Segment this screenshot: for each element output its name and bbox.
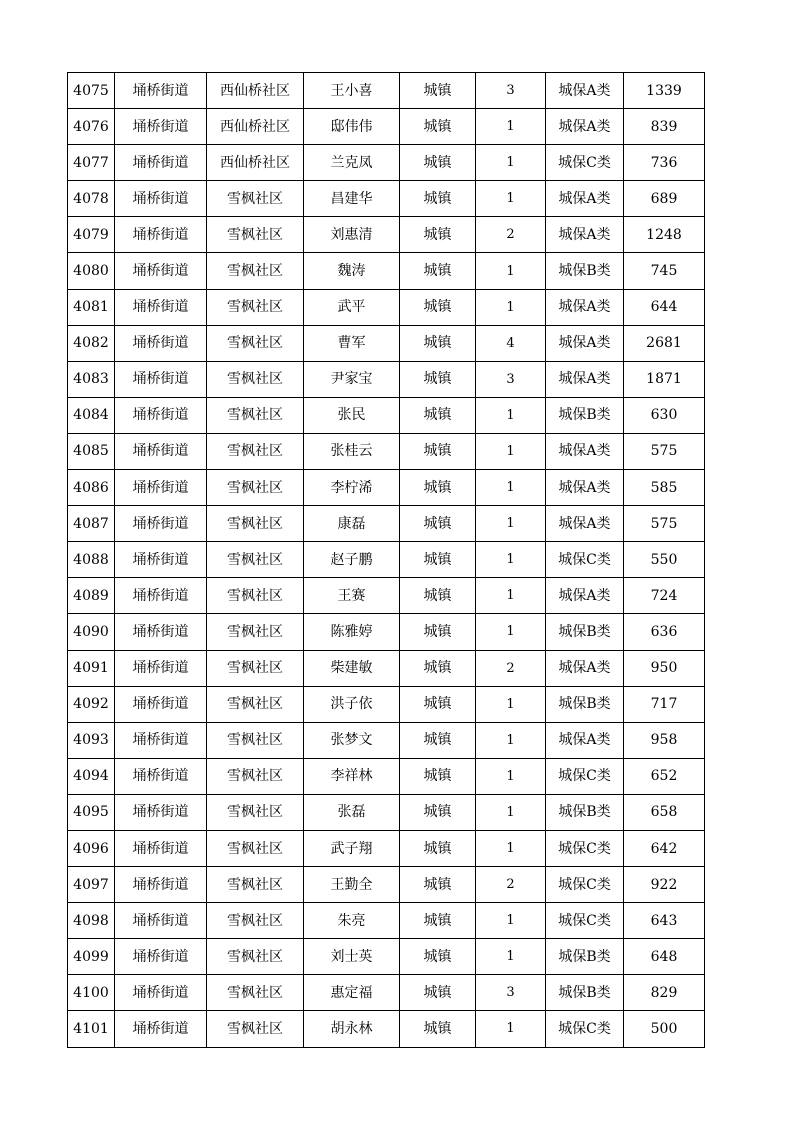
street-cell: 埇桥街道	[115, 181, 207, 217]
category-cell: 城保B类	[546, 397, 624, 433]
amount-cell: 717	[624, 686, 705, 722]
category-cell: 城保C类	[546, 867, 624, 903]
community-cell: 雪枫社区	[207, 578, 304, 614]
name-cell: 武平	[304, 289, 400, 325]
community-cell: 雪枫社区	[207, 794, 304, 830]
serial-number-cell: 4075	[68, 73, 115, 109]
table-row	[68, 830, 705, 866]
category-cell: 城保A类	[546, 289, 624, 325]
category-cell: 城保A类	[546, 361, 624, 397]
serial-number-cell: 4083	[68, 361, 115, 397]
amount-cell: 2681	[624, 325, 705, 361]
name-cell: 张桂云	[304, 433, 400, 469]
household-type-cell: 城镇	[400, 506, 476, 542]
street-cell: 埇桥街道	[115, 397, 207, 433]
serial-number-cell: 4084	[68, 397, 115, 433]
table-row	[68, 217, 705, 253]
member-count-cell: 1	[476, 181, 546, 217]
serial-number-cell: 4099	[68, 939, 115, 975]
community-cell: 雪枫社区	[207, 975, 304, 1011]
name-cell: 柴建敏	[304, 650, 400, 686]
household-type-cell: 城镇	[400, 181, 476, 217]
amount-cell: 958	[624, 722, 705, 758]
name-cell: 王小喜	[304, 73, 400, 109]
member-count-cell: 2	[476, 650, 546, 686]
street-cell: 埇桥街道	[115, 830, 207, 866]
category-cell: 城保A类	[546, 109, 624, 145]
records-body	[68, 73, 705, 1048]
member-count-cell: 1	[476, 903, 546, 939]
community-cell: 雪枫社区	[207, 758, 304, 794]
household-type-cell: 城镇	[400, 217, 476, 253]
category-cell: 城保A类	[546, 722, 624, 758]
category-cell: 城保A类	[546, 470, 624, 506]
table-row	[68, 361, 705, 397]
name-cell: 刘士英	[304, 939, 400, 975]
name-cell: 尹家宝	[304, 361, 400, 397]
street-cell: 埇桥街道	[115, 975, 207, 1011]
table-row	[68, 578, 705, 614]
serial-number-cell: 4101	[68, 1011, 115, 1047]
community-cell: 雪枫社区	[207, 867, 304, 903]
member-count-cell: 1	[476, 109, 546, 145]
street-cell: 埇桥街道	[115, 542, 207, 578]
serial-number-cell: 4091	[68, 650, 115, 686]
community-cell: 雪枫社区	[207, 217, 304, 253]
member-count-cell: 1	[476, 794, 546, 830]
member-count-cell: 1	[476, 614, 546, 650]
community-cell: 西仙桥社区	[207, 73, 304, 109]
table-row	[68, 470, 705, 506]
name-cell: 曹军	[304, 325, 400, 361]
records-table	[67, 72, 705, 1048]
amount-cell: 643	[624, 903, 705, 939]
community-cell: 雪枫社区	[207, 253, 304, 289]
amount-cell: 922	[624, 867, 705, 903]
street-cell: 埇桥街道	[115, 794, 207, 830]
household-type-cell: 城镇	[400, 109, 476, 145]
community-cell: 雪枫社区	[207, 361, 304, 397]
serial-number-cell: 4090	[68, 614, 115, 650]
table-row	[68, 253, 705, 289]
serial-number-cell: 4094	[68, 758, 115, 794]
community-cell: 雪枫社区	[207, 614, 304, 650]
amount-cell: 950	[624, 650, 705, 686]
serial-number-cell: 4077	[68, 145, 115, 181]
street-cell: 埇桥街道	[115, 903, 207, 939]
member-count-cell: 1	[476, 145, 546, 181]
serial-number-cell: 4082	[68, 325, 115, 361]
category-cell: 城保B类	[546, 614, 624, 650]
table-row	[68, 794, 705, 830]
table-row	[68, 145, 705, 181]
household-type-cell: 城镇	[400, 794, 476, 830]
member-count-cell: 1	[476, 506, 546, 542]
amount-cell: 575	[624, 506, 705, 542]
street-cell: 埇桥街道	[115, 217, 207, 253]
category-cell: 城保A类	[546, 650, 624, 686]
street-cell: 埇桥街道	[115, 253, 207, 289]
amount-cell: 630	[624, 397, 705, 433]
street-cell: 埇桥街道	[115, 361, 207, 397]
table-row	[68, 903, 705, 939]
table-row	[68, 686, 705, 722]
street-cell: 埇桥街道	[115, 686, 207, 722]
category-cell: 城保A类	[546, 506, 624, 542]
household-type-cell: 城镇	[400, 325, 476, 361]
household-type-cell: 城镇	[400, 867, 476, 903]
community-cell: 雪枫社区	[207, 325, 304, 361]
name-cell: 兰克凤	[304, 145, 400, 181]
name-cell: 王勤全	[304, 867, 400, 903]
category-cell: 城保B类	[546, 686, 624, 722]
street-cell: 埇桥街道	[115, 578, 207, 614]
community-cell: 雪枫社区	[207, 181, 304, 217]
serial-number-cell: 4095	[68, 794, 115, 830]
community-cell: 西仙桥社区	[207, 109, 304, 145]
category-cell: 城保B类	[546, 253, 624, 289]
table-row	[68, 939, 705, 975]
household-type-cell: 城镇	[400, 614, 476, 650]
street-cell: 埇桥街道	[115, 325, 207, 361]
community-cell: 雪枫社区	[207, 542, 304, 578]
name-cell: 刘惠清	[304, 217, 400, 253]
amount-cell: 658	[624, 794, 705, 830]
household-type-cell: 城镇	[400, 686, 476, 722]
category-cell: 城保B类	[546, 794, 624, 830]
community-cell: 雪枫社区	[207, 470, 304, 506]
amount-cell: 689	[624, 181, 705, 217]
member-count-cell: 1	[476, 578, 546, 614]
category-cell: 城保C类	[546, 830, 624, 866]
member-count-cell: 3	[476, 975, 546, 1011]
household-type-cell: 城镇	[400, 289, 476, 325]
household-type-cell: 城镇	[400, 361, 476, 397]
amount-cell: 550	[624, 542, 705, 578]
serial-number-cell: 4096	[68, 830, 115, 866]
household-type-cell: 城镇	[400, 433, 476, 469]
member-count-cell: 1	[476, 542, 546, 578]
household-type-cell: 城镇	[400, 758, 476, 794]
amount-cell: 648	[624, 939, 705, 975]
name-cell: 邸伟伟	[304, 109, 400, 145]
member-count-cell: 1	[476, 289, 546, 325]
member-count-cell: 1	[476, 830, 546, 866]
name-cell: 康磊	[304, 506, 400, 542]
street-cell: 埇桥街道	[115, 1011, 207, 1047]
table-row	[68, 506, 705, 542]
table-row	[68, 722, 705, 758]
category-cell: 城保A类	[546, 181, 624, 217]
household-type-cell: 城镇	[400, 722, 476, 758]
member-count-cell: 1	[476, 1011, 546, 1047]
amount-cell: 724	[624, 578, 705, 614]
table-row	[68, 1011, 705, 1047]
street-cell: 埇桥街道	[115, 867, 207, 903]
serial-number-cell: 4097	[68, 867, 115, 903]
household-type-cell: 城镇	[400, 253, 476, 289]
table-row	[68, 542, 705, 578]
table-row	[68, 867, 705, 903]
community-cell: 雪枫社区	[207, 939, 304, 975]
member-count-cell: 2	[476, 217, 546, 253]
name-cell: 赵子鹏	[304, 542, 400, 578]
category-cell: 城保A类	[546, 433, 624, 469]
street-cell: 埇桥街道	[115, 722, 207, 758]
amount-cell: 636	[624, 614, 705, 650]
community-cell: 雪枫社区	[207, 289, 304, 325]
name-cell: 昌建华	[304, 181, 400, 217]
street-cell: 埇桥街道	[115, 758, 207, 794]
serial-number-cell: 4085	[68, 433, 115, 469]
category-cell: 城保B类	[546, 939, 624, 975]
household-type-cell: 城镇	[400, 1011, 476, 1047]
amount-cell: 652	[624, 758, 705, 794]
member-count-cell: 1	[476, 686, 546, 722]
street-cell: 埇桥街道	[115, 145, 207, 181]
member-count-cell: 1	[476, 253, 546, 289]
serial-number-cell: 4081	[68, 289, 115, 325]
community-cell: 雪枫社区	[207, 1011, 304, 1047]
street-cell: 埇桥街道	[115, 614, 207, 650]
serial-number-cell: 4076	[68, 109, 115, 145]
name-cell: 陈雅婷	[304, 614, 400, 650]
category-cell: 城保A类	[546, 578, 624, 614]
community-cell: 西仙桥社区	[207, 145, 304, 181]
table-row	[68, 397, 705, 433]
street-cell: 埇桥街道	[115, 506, 207, 542]
member-count-cell: 1	[476, 433, 546, 469]
household-type-cell: 城镇	[400, 470, 476, 506]
community-cell: 雪枫社区	[207, 506, 304, 542]
household-type-cell: 城镇	[400, 903, 476, 939]
street-cell: 埇桥街道	[115, 470, 207, 506]
community-cell: 雪枫社区	[207, 830, 304, 866]
category-cell: 城保C类	[546, 542, 624, 578]
amount-cell: 745	[624, 253, 705, 289]
table-row	[68, 109, 705, 145]
amount-cell: 736	[624, 145, 705, 181]
community-cell: 雪枫社区	[207, 903, 304, 939]
member-count-cell: 1	[476, 939, 546, 975]
household-type-cell: 城镇	[400, 939, 476, 975]
table-row	[68, 650, 705, 686]
amount-cell: 644	[624, 289, 705, 325]
serial-number-cell: 4092	[68, 686, 115, 722]
household-type-cell: 城镇	[400, 542, 476, 578]
name-cell: 洪子依	[304, 686, 400, 722]
table-row	[68, 614, 705, 650]
street-cell: 埇桥街道	[115, 939, 207, 975]
street-cell: 埇桥街道	[115, 289, 207, 325]
name-cell: 朱亮	[304, 903, 400, 939]
household-type-cell: 城镇	[400, 397, 476, 433]
serial-number-cell: 4098	[68, 903, 115, 939]
serial-number-cell: 4078	[68, 181, 115, 217]
community-cell: 雪枫社区	[207, 433, 304, 469]
member-count-cell: 1	[476, 470, 546, 506]
household-type-cell: 城镇	[400, 145, 476, 181]
amount-cell: 829	[624, 975, 705, 1011]
household-type-cell: 城镇	[400, 73, 476, 109]
name-cell: 胡永林	[304, 1011, 400, 1047]
category-cell: 城保B类	[546, 975, 624, 1011]
table-row	[68, 181, 705, 217]
amount-cell: 500	[624, 1011, 705, 1047]
serial-number-cell: 4089	[68, 578, 115, 614]
community-cell: 雪枫社区	[207, 650, 304, 686]
community-cell: 雪枫社区	[207, 722, 304, 758]
serial-number-cell: 4100	[68, 975, 115, 1011]
category-cell: 城保A类	[546, 325, 624, 361]
household-type-cell: 城镇	[400, 975, 476, 1011]
amount-cell: 1248	[624, 217, 705, 253]
name-cell: 张磊	[304, 794, 400, 830]
amount-cell: 575	[624, 433, 705, 469]
serial-number-cell: 4088	[68, 542, 115, 578]
name-cell: 李祥林	[304, 758, 400, 794]
table-row	[68, 433, 705, 469]
category-cell: 城保C类	[546, 758, 624, 794]
serial-number-cell: 4080	[68, 253, 115, 289]
member-count-cell: 1	[476, 758, 546, 794]
category-cell: 城保C类	[546, 1011, 624, 1047]
household-type-cell: 城镇	[400, 578, 476, 614]
serial-number-cell: 4087	[68, 506, 115, 542]
amount-cell: 1339	[624, 73, 705, 109]
name-cell: 李柠浠	[304, 470, 400, 506]
name-cell: 惠定福	[304, 975, 400, 1011]
name-cell: 武子翔	[304, 830, 400, 866]
category-cell: 城保A类	[546, 217, 624, 253]
table-row	[68, 758, 705, 794]
amount-cell: 642	[624, 830, 705, 866]
name-cell: 张民	[304, 397, 400, 433]
member-count-cell: 1	[476, 722, 546, 758]
serial-number-cell: 4079	[68, 217, 115, 253]
amount-cell: 1871	[624, 361, 705, 397]
name-cell: 魏涛	[304, 253, 400, 289]
serial-number-cell: 4086	[68, 470, 115, 506]
name-cell: 张梦文	[304, 722, 400, 758]
member-count-cell: 3	[476, 73, 546, 109]
name-cell: 王赛	[304, 578, 400, 614]
table-row	[68, 73, 705, 109]
serial-number-cell: 4093	[68, 722, 115, 758]
amount-cell: 839	[624, 109, 705, 145]
household-type-cell: 城镇	[400, 650, 476, 686]
street-cell: 埇桥街道	[115, 650, 207, 686]
member-count-cell: 4	[476, 325, 546, 361]
table-row	[68, 975, 705, 1011]
category-cell: 城保C类	[546, 145, 624, 181]
table-row	[68, 325, 705, 361]
street-cell: 埇桥街道	[115, 73, 207, 109]
table-row	[68, 289, 705, 325]
member-count-cell: 2	[476, 867, 546, 903]
street-cell: 埇桥街道	[115, 433, 207, 469]
category-cell: 城保C类	[546, 903, 624, 939]
member-count-cell: 3	[476, 361, 546, 397]
street-cell: 埇桥街道	[115, 109, 207, 145]
amount-cell: 585	[624, 470, 705, 506]
community-cell: 雪枫社区	[207, 686, 304, 722]
category-cell: 城保A类	[546, 73, 624, 109]
member-count-cell: 1	[476, 397, 546, 433]
community-cell: 雪枫社区	[207, 397, 304, 433]
household-type-cell: 城镇	[400, 830, 476, 866]
